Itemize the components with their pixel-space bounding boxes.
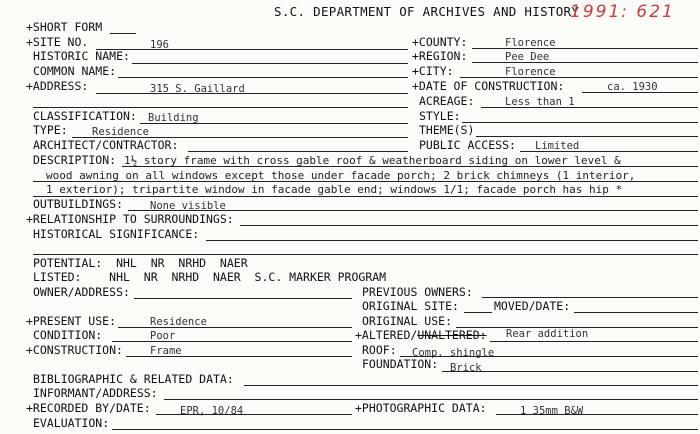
present-use-line	[118, 327, 352, 328]
description-line-3: 1 exterior); tripartite window in facade gable end; windows 1/1; facade porch has hip *	[46, 183, 623, 196]
relationship-line	[240, 225, 698, 226]
date-of-construction-label: +DATE OF CONSTRUCTION:	[412, 79, 565, 93]
description-line-1: 1½ story frame with cross gable roof & weatherboard siding on lower level &	[124, 154, 621, 167]
foundation-label: FOUNDATION:	[362, 357, 439, 371]
condition-value: Poor	[150, 330, 176, 342]
condition-label: CONDITION:	[33, 328, 103, 342]
historical-significance-line	[206, 240, 698, 241]
description-rule-1	[122, 166, 698, 167]
site-no-line	[96, 49, 408, 50]
construction-line	[126, 356, 352, 357]
classification-label: CLASSIFICATION:	[33, 109, 137, 123]
moved-date-label: MOVED/DATE:	[494, 299, 571, 313]
type-label: TYPE:	[33, 123, 68, 137]
potential-row: POTENTIAL: NHL NR NRHD NAER	[33, 256, 248, 270]
owner-address-line	[134, 298, 352, 299]
bibliographic-label: BIBLIOGRAPHIC & RELATED DATA:	[33, 372, 234, 386]
style-label: STYLE:	[419, 109, 461, 123]
acreage-label: ACREAGE:	[419, 94, 475, 108]
themes-label: THEME(S)	[419, 123, 475, 137]
historic-name-line	[132, 63, 408, 64]
address-line	[96, 93, 408, 94]
classification-value: Building	[148, 112, 199, 124]
outbuildings-value: None visible	[150, 200, 226, 212]
owner-address-label: OWNER/ADDRESS:	[33, 285, 130, 299]
common-name-label: COMMON NAME:	[33, 64, 117, 78]
county-label: +COUNTY:	[412, 35, 468, 49]
recorded-by-value: EPR, 10/84	[180, 405, 244, 417]
bibliographic-line	[244, 385, 698, 386]
style-line	[462, 122, 698, 123]
type-value: Residence	[92, 126, 149, 138]
acreage-line	[481, 107, 698, 108]
site-no-value: 196	[150, 39, 169, 51]
date-of-construction-value: ca. 1930	[607, 81, 658, 93]
previous-owners-label: PREVIOUS OWNERS:	[362, 285, 473, 299]
original-use-label: ORIGINAL USE:	[362, 314, 453, 328]
relationship-label: +RELATIONSHIP TO SURROUNDINGS:	[26, 212, 234, 226]
region-line	[472, 62, 698, 63]
region-value: Pee Dee	[505, 51, 550, 63]
acreage-value: Less than 1	[505, 96, 575, 108]
architect-line	[188, 151, 408, 152]
informant-label: INFORMANT/ADDRESS:	[33, 386, 158, 400]
section-divider	[33, 254, 698, 255]
evaluation-label: EVALUATION:	[33, 416, 110, 430]
public-access-value: Limited	[535, 140, 580, 152]
altered-value: Rear addition	[506, 328, 589, 340]
listed-row: LISTED: NHL NR NRHD NAER S.C. MARKER PROGRAM	[33, 270, 387, 284]
foundation-value: Brick	[450, 362, 482, 374]
address-label: +ADDRESS:	[26, 79, 89, 93]
short-form-label: +SHORT FORM	[26, 20, 103, 34]
condition-line	[112, 341, 352, 342]
architect-label: ARCHITECT/CONTRACTOR:	[33, 138, 179, 152]
original-site-label: ORIGINAL SITE:	[362, 299, 459, 313]
photographic-data-value: 1 35mm B&W	[520, 405, 584, 417]
description-rule-2	[33, 181, 698, 182]
handwritten-accession-number: 1991: 621	[570, 2, 675, 22]
public-access-line	[520, 151, 698, 152]
classification-line	[140, 123, 408, 124]
recorded-by-line	[156, 414, 352, 415]
site-no-label: +SITE NO.	[26, 35, 89, 49]
present-use-value: Residence	[150, 316, 207, 328]
region-label: +REGION:	[412, 49, 468, 63]
themes-line	[476, 136, 698, 137]
present-use-label: +PRESENT USE:	[26, 314, 117, 328]
outbuildings-line	[128, 210, 698, 211]
historical-significance-label: HISTORICAL SIGNIFICANCE:	[33, 227, 200, 241]
foundation-line	[442, 371, 698, 372]
moved-date-line	[574, 312, 698, 313]
short-form-line	[110, 33, 136, 34]
photographic-data-label: +PHOTOGRAPHIC DATA:	[355, 401, 487, 415]
altered-label: +ALTERED/UNALTERED:	[355, 328, 487, 342]
recorded-by-label: +RECORDED BY/DATE:	[26, 401, 151, 415]
city-line	[460, 77, 698, 78]
description-line-2: wood awning on all windows except those under facade porch; 2 brick chimneys (1 interior,	[46, 169, 636, 182]
evaluation-line	[112, 429, 698, 430]
original-site-line	[464, 312, 492, 313]
description-rule-3	[33, 196, 698, 197]
roof-label: ROOF:	[362, 343, 397, 357]
address-line-2	[33, 107, 408, 108]
outbuildings-label: OUTBUILDINGS:	[33, 197, 124, 211]
description-label: DESCRIPTION:	[33, 153, 117, 167]
informant-line	[164, 399, 698, 400]
previous-owners-line	[482, 297, 698, 298]
county-line	[472, 48, 698, 49]
public-access-label: PUBLIC ACCESS:	[419, 138, 516, 152]
city-label: +CITY:	[412, 64, 454, 78]
roof-line	[400, 356, 698, 357]
form-title: S.C. DEPARTMENT OF ARCHIVES AND HISTORY	[274, 4, 580, 19]
construction-value: Frame	[150, 345, 182, 357]
city-value: Florence	[505, 66, 556, 78]
county-value: Florence	[505, 37, 556, 49]
photographic-data-line	[496, 414, 698, 415]
altered-line	[490, 341, 698, 342]
historic-name-label: HISTORIC NAME:	[33, 49, 130, 63]
roof-value: Comp. shingle	[412, 347, 495, 359]
address-value: 315 S. Gaillard	[150, 83, 245, 95]
date-of-construction-line	[582, 92, 698, 93]
common-name-line	[118, 77, 408, 78]
construction-label: +CONSTRUCTION:	[26, 343, 123, 357]
